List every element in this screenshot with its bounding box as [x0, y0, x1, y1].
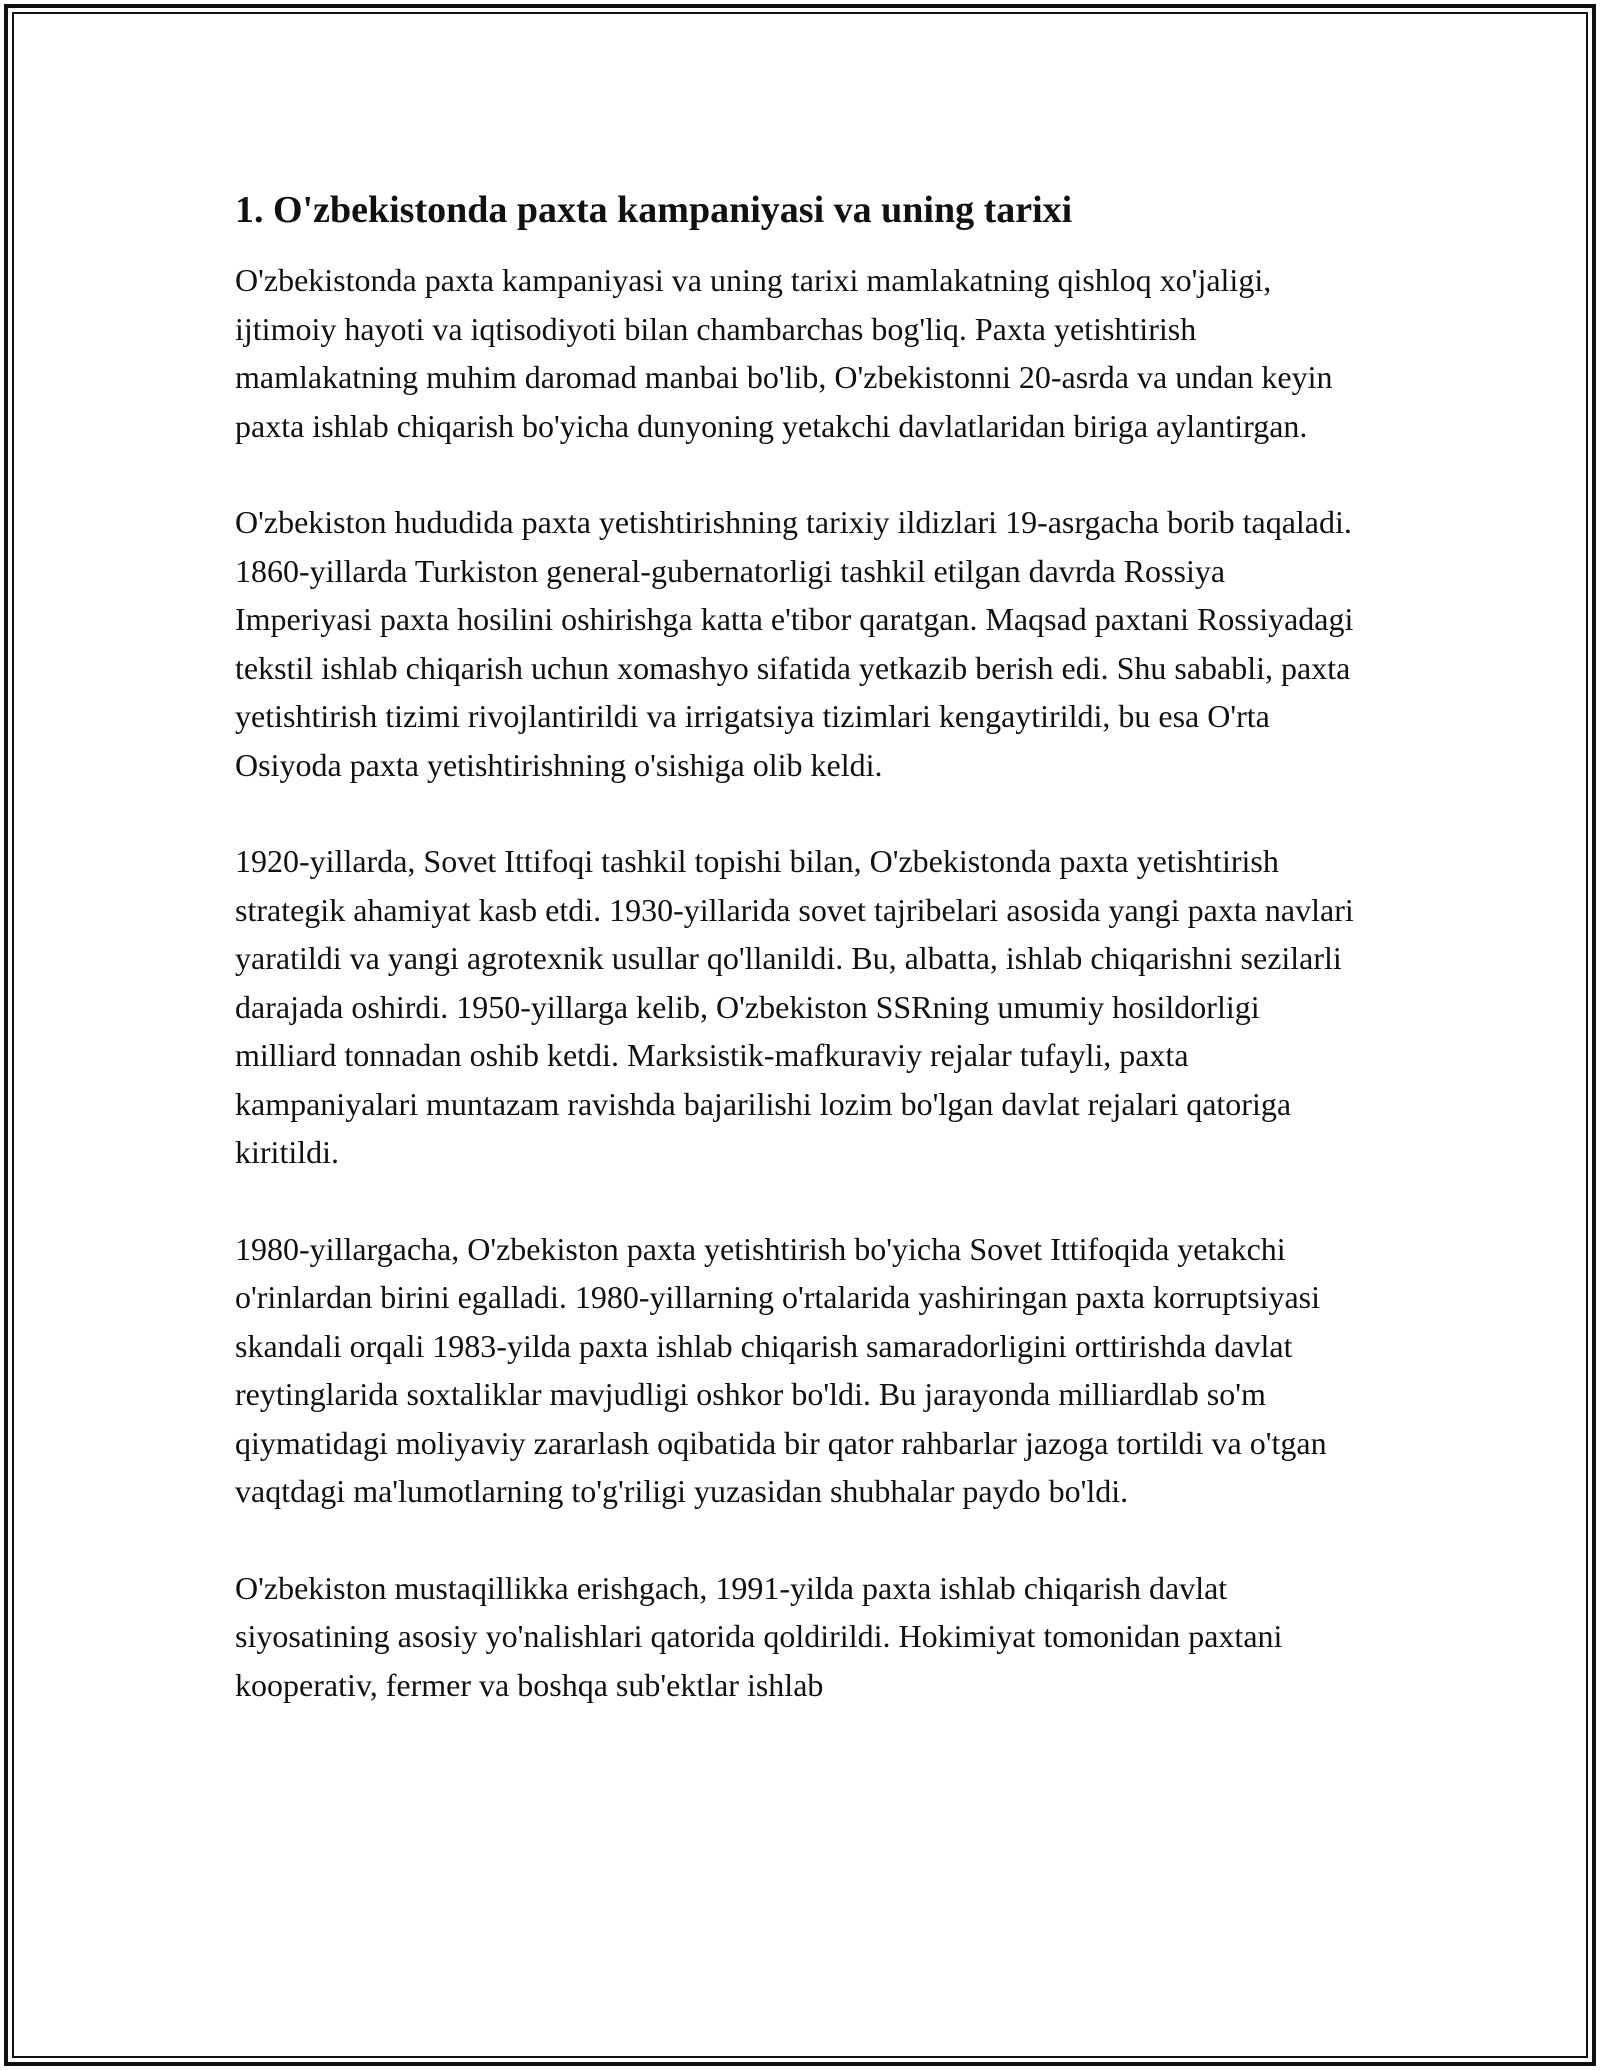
paragraph-soviet-era: 1920-yillarda, Sovet Ittifoqi tashkil topishi bilan, O'zbekistonda paxta yetishtirish strategik ahamiyat kasb etdi. 1930-yillarida sovet tajribelari asosida yangi paxta navlari yaratildi va yangi agrotexnik usullar qo'llanildi. Bu, albatta, ishlab chiqarishni sezilarli darajada oshirdi. 1950-yillarga kelib, O'zbekiston SSRning umumiy hosildorligi milliard tonnadan oshib ketdi. Marksistik-mafkuraviy rejalar tufayli, paxta kampaniyalari muntazam ravishda bajarilishi lozim bo'lgan davlat rejalari qatoriga kiritildi.	[235, 843, 1354, 1170]
section-heading: 1. O'zbekistonda paxta kampaniyasi va uning tarixi	[235, 189, 1073, 231]
paragraph-independence: O'zbekiston mustaqillikka erishgach, 1991-yilda paxta ishlab chiqarish davlat siyosatining asosiy yo'nalishlari qatorida qoldirildi. Hokimiyat tomonidan paxtani kooperativ, fermer va boshqa sub'ektlar ishlab	[235, 1569, 1283, 1703]
document-page	[235, 186, 1365, 1709]
paragraph-19th-century: O'zbekiston hududida paxta yetishtirishning tarixiy ildizlari 19-asrgacha borib taqaladi. 1860-yillarda Turkiston general-gubernatorligi tashkil etilgan davrda Rossiya Imperiyasi paxta hosilini oshirishga katta e'tibor qaratgan. Maqsad paxtani Rossiyadagi tekstil ishlab chiqarish uchun xomashyo sifatida yetkazib berish edi. Shu sababli, paxta yetishtirish tizimi rivojlantirildi va irrigatsiya tizimlari kengaytirildi, bu esa O'rta Osiyoda paxta yetishtirishning o'sishiga olib keldi.	[235, 504, 1354, 783]
paragraph-1980s: 1980-yillargacha, O'zbekiston paxta yetishtirish bo'yicha Sovet Ittifoqida yetakchi o'rinlardan birini egalladi. 1980-yillarning o'rtalarida yashiringan paxta korruptsiyasi skandali orqali 1983-yilda paxta ishlab chiqarish samaradorligini orttirishda davlat reytinglarida soxtaliklar mavjudligi oshkor bo'ldi. Bu jarayonda milliardlab so'm qiymatidagi moliyaviy zararlash oqibatida bir qator rahbarlar jazoga tortildi va o'tgan vaqtdagi ma'lumotlarning to'g'riligi yuzasidan shubhalar paydo bo'ldi.	[235, 1230, 1327, 1509]
paragraph-intro: O'zbekistonda paxta kampaniyasi va uning tarixi mamlakatning qishloq xo'jaligi, ijtimoiy hayoti va iqtisodiyoti bilan chambarchas bog'liq. Paxta yetishtirish mamlakatning muhim daromad manbai bo'lib, O'zbekistonni 20-asrda va undan keyin paxta ishlab chiqarish bo'yicha dunyoning yetakchi davlatlaridan biriga aylantirgan.	[235, 262, 1333, 444]
